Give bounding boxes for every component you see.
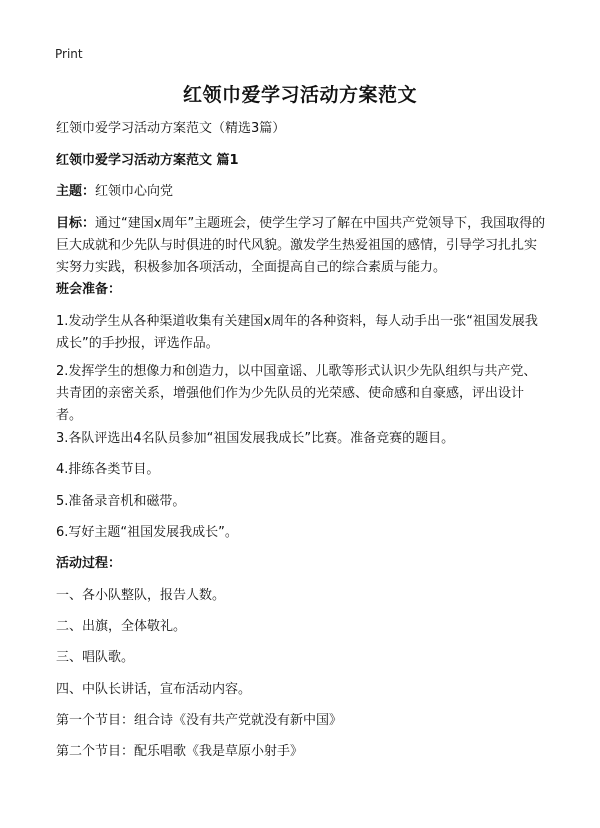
prep-item-3: 3.各队评选出4名队员参加“祖国发展我成长”比赛。准备竞赛的题目。 [56,431,455,446]
process-item-3: 三、唱队歌。 [56,650,135,665]
prep-item-4: 4.排练各类节目。 [56,462,160,477]
prep-heading: 班会准备： [56,282,122,297]
goal-text: 通过“建国x周年”主题班会，使学生学习了解在中国共产党领导下，我国取得的巨大成就和少先队与时俱进的时代风貌。激发学生热爱祖国的感情，引导学习扎扎实实努力实践，积极参加各项活动，全面提高自己的综合素质与能力。 [56,216,546,275]
prep-item-6: 6.写好主题“祖国发展我成长”。 [56,525,238,540]
prep-item-5: 5.准备录音机和磁带。 [56,494,186,509]
process-item-5: 第一个节目：组合诗《没有共产党就没有新中国》 [56,713,343,728]
process-heading: 活动过程： [56,556,122,571]
process-item-2: 二、出旗，全体敬礼。 [56,619,187,634]
process-item-6: 第二个节目：配乐唱歌《我是草原小射手》 [56,744,304,759]
theme-value: 红领巾心向党 [95,184,174,199]
prep-item-2: 2.发挥学生的想像力和创造力，以中国童谣、儿歌等形式认识少先队组织与共产党、共青团的亲密关系，增强他们作为少先队员的光荣感、使命感和自豪感，评出设计者。 [56,364,537,423]
process-item-4: 四、中队长讲话，宣布活动内容。 [56,682,252,697]
section-title: 红领巾爱学习活动方案范文 篇1 [56,153,239,168]
prep-item-1: 1.发动学生从各种渠道收集有关建国x周年的各种资料，每人动手出一张“祖国发展我成长”的手抄报，评选作品。 [56,314,538,351]
goal-label: 目标： [56,216,96,231]
print-link[interactable]: Print [55,47,83,61]
theme-label: 主题： [56,184,96,199]
goal-paragraph [56,213,548,279]
process-item-1: 一、各小队整队，报告人数。 [56,588,226,603]
document-subtitle: 红领巾爱学习活动方案范文（精选3篇） [56,121,286,136]
document-title: 红领巾爱学习活动方案范文 [182,84,417,106]
theme-line [56,181,548,203]
